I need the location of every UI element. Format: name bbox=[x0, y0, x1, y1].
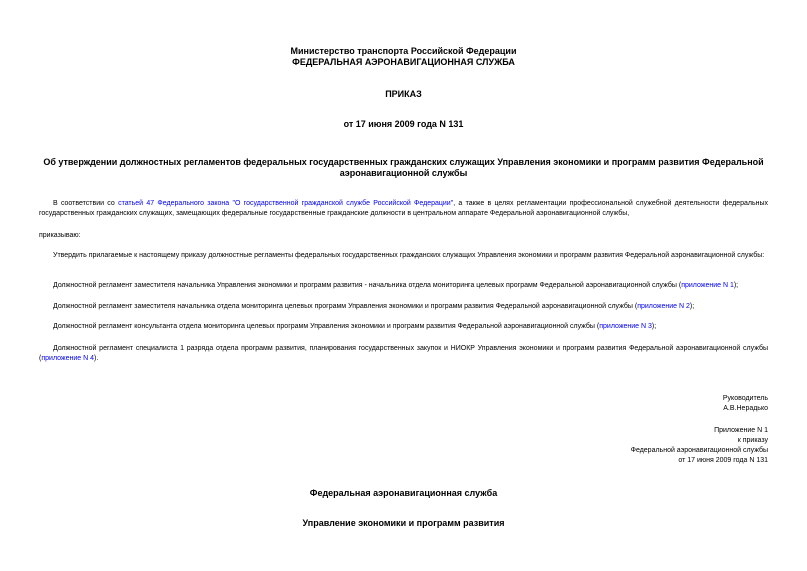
signature-name: А.В.Нерадько bbox=[723, 405, 768, 412]
doc-type: ПРИКАЗ bbox=[385, 89, 422, 99]
preamble-text-after: , а также в целях регламентации профессиональной служебной деятельности федеральных государственных гражданских служащих, замещающих федеральные государственные гражданские должности в центральном аппарате Федеральной аэронавигационной службы, bbox=[39, 200, 768, 217]
footer-department: Управление экономики и программ развития bbox=[302, 518, 505, 528]
appendix-4-link[interactable]: приложение N 4 bbox=[41, 355, 94, 362]
list-item-end: ); bbox=[733, 282, 739, 289]
law-article-link[interactable]: статьей 47 Федерального закона "О государственной гражданской службе Российской Федерации" bbox=[118, 200, 454, 207]
ministry-name: Министерство транспорта Российской Федерации bbox=[290, 46, 517, 56]
list-item bbox=[39, 344, 768, 364]
signature-position: Руководитель bbox=[722, 395, 768, 402]
appendix-1-link[interactable]: приложение N 1 bbox=[681, 282, 734, 289]
appendix-line: Федеральной аэронавигационной службы bbox=[630, 447, 768, 454]
list-item-end: ); bbox=[689, 303, 695, 310]
order-word: приказываю: bbox=[39, 232, 81, 239]
list-item-text: Должностной регламент консультанта отдела мониторинга целевых программ Управления экономики и программ развития Федеральной аэронавигационной службы ( bbox=[53, 323, 600, 330]
appendix-line: от 17 июня 2009 года N 131 bbox=[678, 457, 768, 464]
approve-paragraph: Утвердить прилагаемые к настоящему приказу должностные регламенты федеральных государственных гражданских служащих Управления экономики и программ развития Федеральной аэронавигационной службы: bbox=[53, 252, 765, 259]
list-item-text: Должностной регламент заместителя начальника Управления экономики и программ развития - начальника отдела мониторинга целевых программ Федеральной аэронавигационной службы ( bbox=[53, 282, 682, 289]
doc-title: Об утверждении должностных регламентов федеральных государственных гражданских служащих Управления экономики и программ развития Федеральной аэронавигационной службы bbox=[43, 157, 764, 178]
appendix-header bbox=[631, 426, 768, 466]
appendix-line: к приказу bbox=[737, 437, 768, 444]
preamble-paragraph bbox=[39, 199, 768, 219]
doc-date: от 17 июня 2009 года N 131 bbox=[343, 119, 464, 129]
footer-agency: Федеральная аэронавигационная служба bbox=[309, 488, 498, 498]
list-item bbox=[39, 281, 768, 291]
preamble-text-before: В соответствии со bbox=[53, 200, 119, 207]
list-item-text: Должностной регламент заместителя начальника отдела мониторинга целевых программ Управления экономики и программ развития Федеральной аэронавигационной службы ( bbox=[53, 303, 638, 310]
appendix-line: Приложение N 1 bbox=[714, 427, 768, 434]
agency-name: ФЕДЕРАЛЬНАЯ АЭРОНАВИГАЦИОННАЯ СЛУЖБА bbox=[292, 57, 515, 67]
appendix-3-link[interactable]: приложение N 3 bbox=[599, 323, 652, 330]
list-item-end: ); bbox=[651, 323, 657, 330]
list-item-end: ). bbox=[94, 355, 99, 362]
list-item-text: Должностной регламент специалиста 1 разряда отдела программ развития, планирования государственных закупок и НИОКР Управления экономики и программ развития Федеральной аэронавигационной службы ( bbox=[39, 345, 768, 362]
signature-block bbox=[723, 394, 768, 414]
list-item bbox=[39, 322, 768, 332]
list-item bbox=[39, 302, 768, 312]
appendix-2-link[interactable]: приложение N 2 bbox=[637, 303, 690, 310]
